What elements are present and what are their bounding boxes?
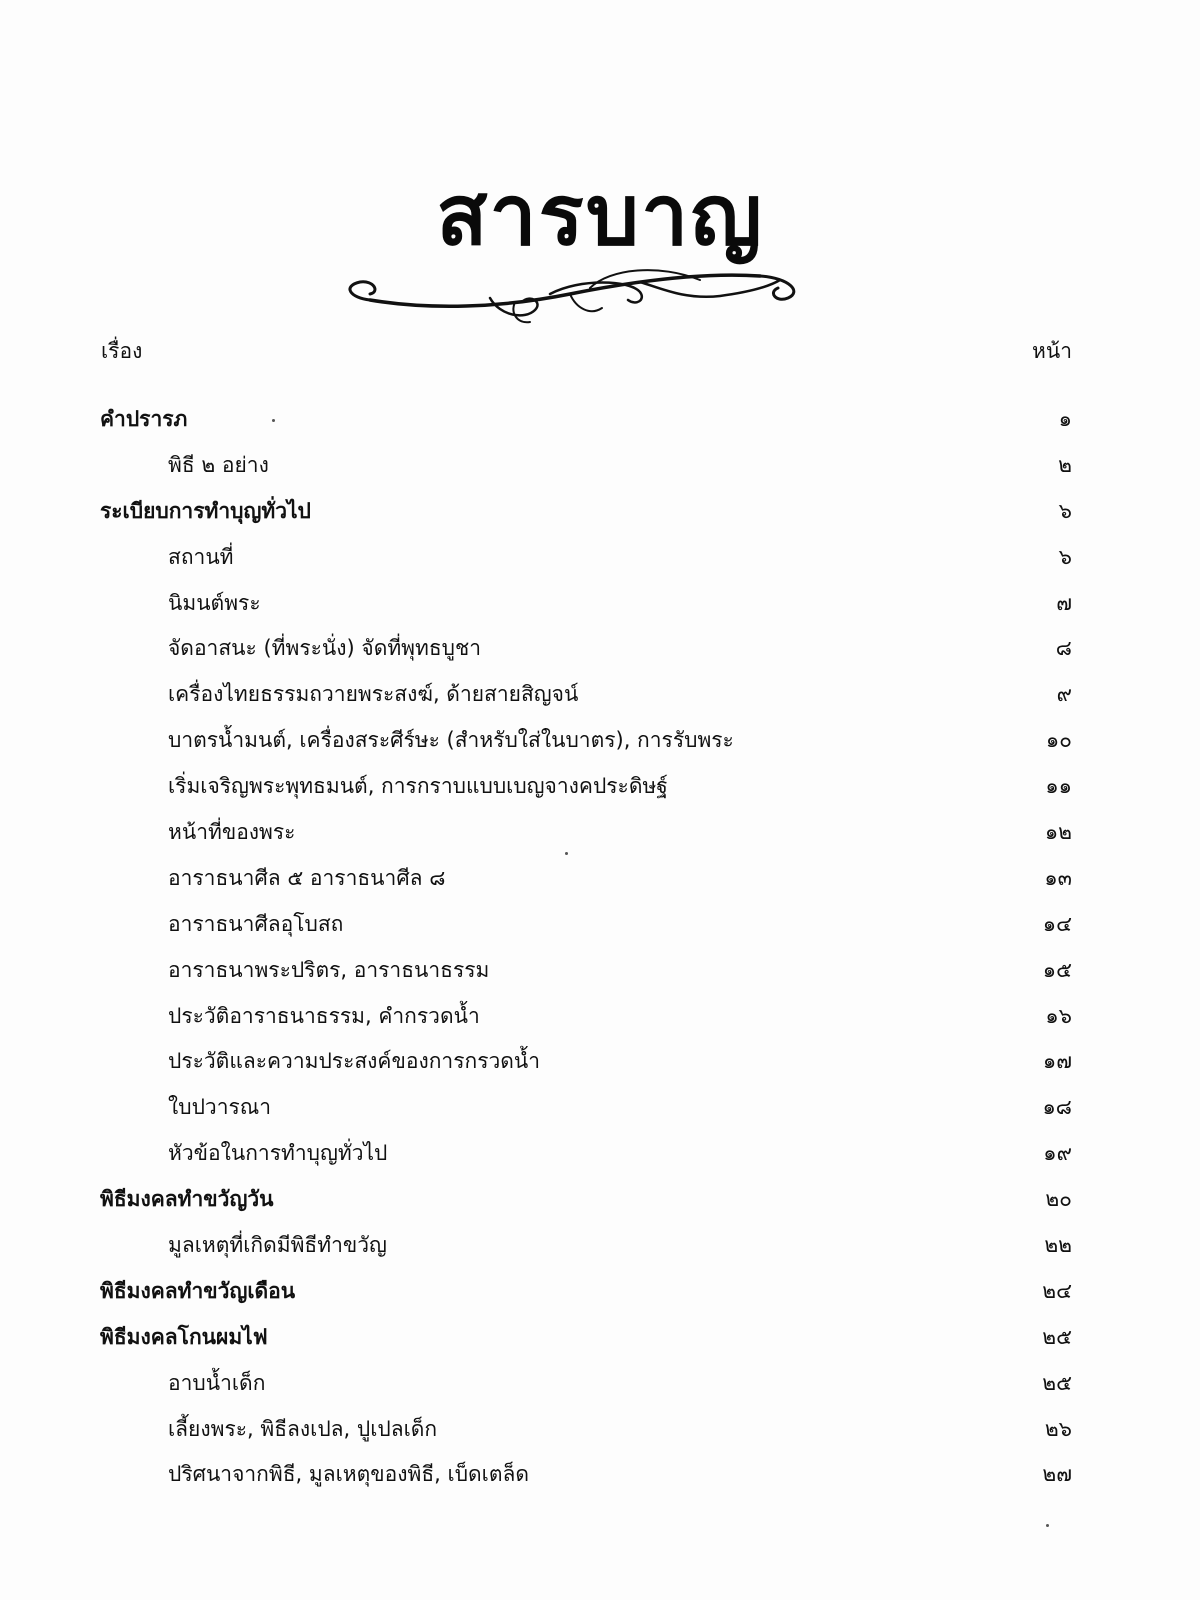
- toc-page-number: ๒๔: [1042, 1278, 1072, 1303]
- toc-entry-text: ใบปวารณา: [168, 1095, 272, 1120]
- toc-page-number: ๒๕: [1042, 1324, 1072, 1349]
- speck: [272, 419, 275, 422]
- toc-subentry-row: [0, 450, 1200, 496]
- toc-entry-text: พิธีมงคลโกนผมไฟ: [100, 1324, 268, 1349]
- toc-entry-text: พิธี ๒ อย่าง: [168, 452, 269, 477]
- toc-page-number: ๒: [1058, 452, 1072, 477]
- decorative-flourish-icon: [340, 258, 810, 333]
- toc-subentry-row: [0, 1230, 1200, 1276]
- page-title: สารบาญ: [436, 166, 764, 264]
- toc-page-number: ๑๔: [1042, 911, 1072, 936]
- toc-entry-text: เริ่มเจริญพระพุทธมนต์, การกราบแบบเบญจางคประดิษฐ์: [168, 774, 668, 799]
- toc-entry-text: อาราธนาศีล ๕ อาราธนาศีล ๘: [168, 865, 446, 890]
- toc-subentry-row: [0, 863, 1200, 909]
- toc-subentry-row: [0, 1368, 1200, 1414]
- toc-page-number: ๖: [1058, 544, 1072, 569]
- toc-entry-text: เลี้ยงพระ, พิธีลงเปล, ปูเปลเด็ก: [168, 1416, 438, 1441]
- toc-page-number: ๖: [1058, 498, 1072, 523]
- toc-page-number: ๑๐: [1045, 728, 1072, 753]
- toc-page-number: ๒๒: [1044, 1233, 1072, 1258]
- toc-entry-text: หัวข้อในการทำบุญทั่วไป: [168, 1141, 388, 1166]
- toc-page-number: ๑๙: [1043, 1141, 1072, 1166]
- toc-entry-text: นิมนต์พระ: [168, 590, 261, 615]
- toc-entry-text: บาตรน้ำมนต์, เครื่องสระศีร์ษะ (สำหรับใส่ในบาตร), การรับพระ: [168, 728, 734, 753]
- toc-subentry-row: [0, 1138, 1200, 1184]
- toc-entry-text: พิธีมงคลทำขวัญวัน: [100, 1187, 274, 1212]
- toc-entry-text: เครื่องไทยธรรมถวายพระสงฆ์, ด้ายสายสิญจน์: [168, 682, 579, 707]
- toc-subentry-row: [0, 909, 1200, 955]
- toc-subentry-row: [0, 1001, 1200, 1047]
- toc-subentry-row: [0, 1459, 1200, 1505]
- toc-subentry-row: [0, 725, 1200, 771]
- toc-subentry-row: [0, 542, 1200, 588]
- toc-entry-text: อาราธนาพระปริตร, อาราธนาธรรม: [168, 957, 490, 982]
- toc-entry-text: ประวัติและความประสงค์ของการกรวดน้ำ: [168, 1049, 541, 1074]
- toc-subentry-row: [0, 817, 1200, 863]
- toc-section-row: [0, 1276, 1200, 1322]
- toc-page-number: ๒๐: [1045, 1187, 1072, 1212]
- toc-page-number: ๑๕: [1042, 957, 1072, 982]
- toc-entry-text: ปริศนาจากพิธี, มูลเหตุของพิธี, เบ็ดเตล็ด: [168, 1462, 529, 1487]
- toc-page-number: ๙: [1056, 682, 1072, 707]
- toc-page-number: ๑: [1058, 407, 1072, 431]
- toc-page-number: ๘: [1055, 636, 1072, 661]
- toc-section-row: [0, 404, 1200, 450]
- toc-section-row: [0, 1184, 1200, 1230]
- toc-subentry-row: [0, 679, 1200, 725]
- toc-entry-text: สถานที่: [168, 544, 234, 569]
- toc-subentry-row: [0, 955, 1200, 1001]
- toc-entry-text: มูลเหตุที่เกิดมีพิธีทำขวัญ: [168, 1233, 387, 1258]
- toc-subentry-row: [0, 633, 1200, 679]
- toc-page-number: ๑๓: [1044, 865, 1072, 890]
- toc-entry-text: ประวัติอาราธนาธรรม, คำกรวดน้ำ: [168, 1003, 480, 1028]
- toc-section-row: [0, 496, 1200, 542]
- toc-page-number: ๑๗: [1042, 1049, 1072, 1074]
- toc-entry-text: พิธีมงคลทำขวัญเดือน: [100, 1278, 296, 1303]
- toc-entry-text: อาราธนาศีลอุโบสถ: [168, 911, 344, 936]
- toc-page-number: ๒๗: [1042, 1462, 1072, 1487]
- toc-subentry-row: [0, 1414, 1200, 1460]
- toc-page-number: ๒๕: [1042, 1370, 1072, 1395]
- toc-subentry-row: [0, 1046, 1200, 1092]
- topic-column-header: เรื่อง: [101, 339, 143, 363]
- toc-subentry-row: [0, 588, 1200, 634]
- toc-entry-text: คำปรารภ: [100, 407, 188, 431]
- speck: [1046, 1524, 1049, 1527]
- toc-page-number: ๑๒: [1044, 820, 1072, 845]
- toc-page-number: ๗: [1056, 590, 1072, 615]
- toc-page-number: ๒๖: [1044, 1416, 1072, 1441]
- toc-subentry-row: [0, 1092, 1200, 1138]
- toc-entry-text: จัดอาสนะ (ที่พระนั่ง) จัดที่พุทธบูชา: [168, 636, 482, 661]
- toc-page-number: ๑๖: [1045, 1003, 1072, 1028]
- toc-entry-text: อาบน้ำเด็ก: [168, 1370, 266, 1395]
- toc-section-row: [0, 1322, 1200, 1368]
- speck: [565, 852, 568, 855]
- toc-subentry-row: [0, 771, 1200, 817]
- table-of-contents: [0, 404, 1200, 1505]
- toc-page-number: ๑๑: [1045, 774, 1072, 799]
- page-column-header: หน้า: [1032, 339, 1072, 363]
- toc-entry-text: หน้าที่ของพระ: [168, 820, 296, 845]
- toc-page-number: ๑๘: [1042, 1095, 1072, 1120]
- toc-entry-text: ระเบียบการทำบุญทั่วไป: [100, 498, 311, 523]
